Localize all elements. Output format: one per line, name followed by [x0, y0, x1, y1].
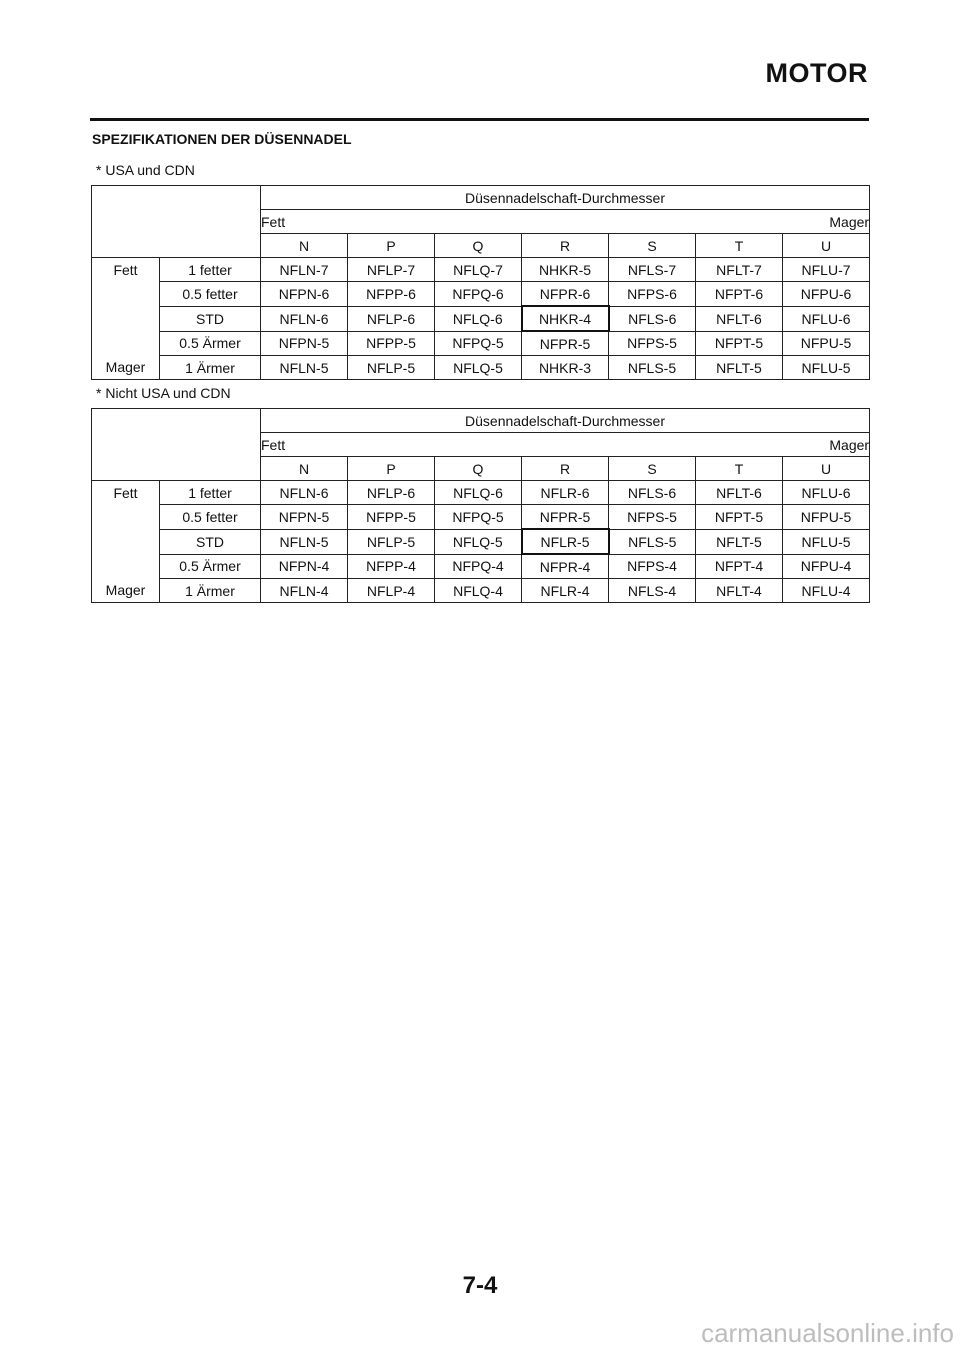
table-row: [92, 529, 870, 554]
row-label: 0.5 Ärmer: [160, 331, 261, 356]
table-cell: NFPT-5: [696, 505, 783, 530]
table-row: [92, 258, 870, 282]
scale-left-label: Fett: [261, 213, 286, 230]
table-cell: NFPU-5: [783, 505, 870, 530]
table-cell: NFPQ-4: [435, 554, 522, 579]
table-cell: NFLS-4: [609, 579, 696, 603]
side-label: Fett: [92, 481, 160, 505]
table-row: [92, 331, 870, 356]
table-cell: NFLN-5: [261, 356, 348, 380]
row-label: 0.5 fetter: [160, 282, 261, 307]
column-header: Q: [435, 457, 522, 481]
row-label: 1 fetter: [160, 481, 261, 505]
row-label: STD: [160, 306, 261, 331]
shaft-diameter-header: Düsennadelschaft-Durchmesser: [261, 186, 870, 210]
table-cell: NFLT-6: [696, 306, 783, 331]
side-label: [92, 529, 160, 554]
table-cell-standard: NFLR-5: [522, 529, 609, 554]
table-cell: NFPU-4: [783, 554, 870, 579]
table-cell: NFLT-4: [696, 579, 783, 603]
side-label: [92, 282, 160, 307]
side-label: [92, 306, 160, 331]
table-cell: NFLT-5: [696, 356, 783, 380]
table-cell: NFPN-5: [261, 331, 348, 356]
table-cell: NFLS-7: [609, 258, 696, 282]
scale-header: [261, 433, 870, 457]
table-cell: NFPT-6: [696, 282, 783, 307]
table-corner: [92, 409, 261, 481]
table-cell: NFLQ-5: [435, 529, 522, 554]
table-cell: NFPU-6: [783, 282, 870, 307]
table-row: [92, 579, 870, 603]
table-cell: NFLS-6: [609, 306, 696, 331]
scale-header: [261, 210, 870, 234]
table-cell: NHKR-5: [522, 258, 609, 282]
table-cell: NFLR-6: [522, 481, 609, 505]
table-cell: NFPP-5: [348, 505, 435, 530]
side-label: Fett: [92, 258, 160, 282]
table-cell: NFLN-6: [261, 481, 348, 505]
table-cell: NFLN-6: [261, 306, 348, 331]
side-label: Mager: [92, 356, 160, 380]
table-cell: NFLT-5: [696, 529, 783, 554]
table-cell: NFPP-6: [348, 282, 435, 307]
side-label: [92, 331, 160, 356]
table-cell: NFPQ-5: [435, 331, 522, 356]
row-label: 0.5 fetter: [160, 505, 261, 530]
table-cell: NFLU-7: [783, 258, 870, 282]
table-cell: NFLT-6: [696, 481, 783, 505]
row-label: 0.5 Ärmer: [160, 554, 261, 579]
table-cell: NFLP-5: [348, 529, 435, 554]
column-header: U: [783, 457, 870, 481]
table-cell: NFPP-5: [348, 331, 435, 356]
table-cell: NFPR-4: [522, 554, 609, 579]
table-cell: NFPP-4: [348, 554, 435, 579]
table-cell: NFPQ-6: [435, 282, 522, 307]
table-cell: NFPR-5: [522, 331, 609, 356]
table-cell: NFLS-6: [609, 481, 696, 505]
table-cell: NFLU-6: [783, 481, 870, 505]
needle-spec-table-usa: [91, 185, 870, 380]
shaft-diameter-header: Düsennadelschaft-Durchmesser: [261, 409, 870, 433]
table-cell: NFPS-5: [609, 505, 696, 530]
table-cell: NFPN-6: [261, 282, 348, 307]
table-cell: NFLQ-7: [435, 258, 522, 282]
table-cell: NFLU-4: [783, 579, 870, 603]
table-cell: NFLQ-4: [435, 579, 522, 603]
table-cell: NFLS-5: [609, 356, 696, 380]
table-row: [92, 282, 870, 307]
table-cell: NFPR-5: [522, 505, 609, 530]
table-cell: NFLS-5: [609, 529, 696, 554]
side-label: [92, 505, 160, 530]
column-header: R: [522, 234, 609, 258]
scale-left-label: Fett: [261, 436, 286, 453]
table-cell: NFLU-5: [783, 356, 870, 380]
table-cell: NFLN-4: [261, 579, 348, 603]
chapter-title: MOTOR: [765, 58, 868, 88]
column-header: N: [261, 234, 348, 258]
column-header: P: [348, 234, 435, 258]
table-cell: NFLP-6: [348, 481, 435, 505]
column-header: S: [609, 457, 696, 481]
table-cell: NFLQ-6: [435, 481, 522, 505]
table-cell: NFPT-5: [696, 331, 783, 356]
table-2-caption: * Nicht USA und CDN: [96, 385, 231, 401]
column-header: Q: [435, 234, 522, 258]
side-label: [92, 554, 160, 579]
table-row: [92, 481, 870, 505]
table-cell: NFLQ-5: [435, 356, 522, 380]
table-cell: NHKR-3: [522, 356, 609, 380]
header-rule: [90, 118, 869, 121]
watermark: carmanualsonline.info: [701, 1318, 954, 1348]
row-label: STD: [160, 529, 261, 554]
table-cell-standard: NHKR-4: [522, 306, 609, 331]
section-title: SPEZIFIKATIONEN DER DÜSENNADEL: [92, 131, 352, 147]
row-label: 1 Ärmer: [160, 579, 261, 603]
row-label: 1 fetter: [160, 258, 261, 282]
table-cell: NFLP-5: [348, 356, 435, 380]
table-cell: NFLR-4: [522, 579, 609, 603]
table-corner: [92, 186, 261, 258]
table-cell: NFLQ-6: [435, 306, 522, 331]
column-header: N: [261, 457, 348, 481]
column-header: T: [696, 234, 783, 258]
table-cell: NFLP-7: [348, 258, 435, 282]
table-cell: NFPS-6: [609, 282, 696, 307]
column-header: U: [783, 234, 870, 258]
table-cell: NFPR-6: [522, 282, 609, 307]
table-1-caption: * USA und CDN: [96, 162, 195, 178]
table-cell: NFPS-4: [609, 554, 696, 579]
column-header: S: [609, 234, 696, 258]
side-label: Mager: [92, 579, 160, 603]
column-header: P: [348, 457, 435, 481]
needle-spec-table-non-usa: [91, 408, 870, 603]
table-cell: NFLU-6: [783, 306, 870, 331]
scale-right-label: Mager: [829, 213, 870, 230]
table-cell: NFLU-5: [783, 529, 870, 554]
table-row: [92, 306, 870, 331]
table-cell: NFLT-7: [696, 258, 783, 282]
table-cell: NFPN-4: [261, 554, 348, 579]
table-cell: NFLP-6: [348, 306, 435, 331]
table-cell: NFLN-7: [261, 258, 348, 282]
table-cell: NFPQ-5: [435, 505, 522, 530]
column-header: T: [696, 457, 783, 481]
scale-right-label: Mager: [829, 436, 870, 453]
table-row: [92, 356, 870, 380]
table-row: [92, 554, 870, 579]
table-cell: NFPT-4: [696, 554, 783, 579]
page-number: 7-4: [462, 1272, 498, 1299]
table-cell: NFLP-4: [348, 579, 435, 603]
column-header: R: [522, 457, 609, 481]
table-cell: NFPN-5: [261, 505, 348, 530]
row-label: 1 Ärmer: [160, 356, 261, 380]
table-cell: NFLN-5: [261, 529, 348, 554]
table-row: [92, 505, 870, 530]
table-cell: NFPS-5: [609, 331, 696, 356]
table-cell: NFPU-5: [783, 331, 870, 356]
